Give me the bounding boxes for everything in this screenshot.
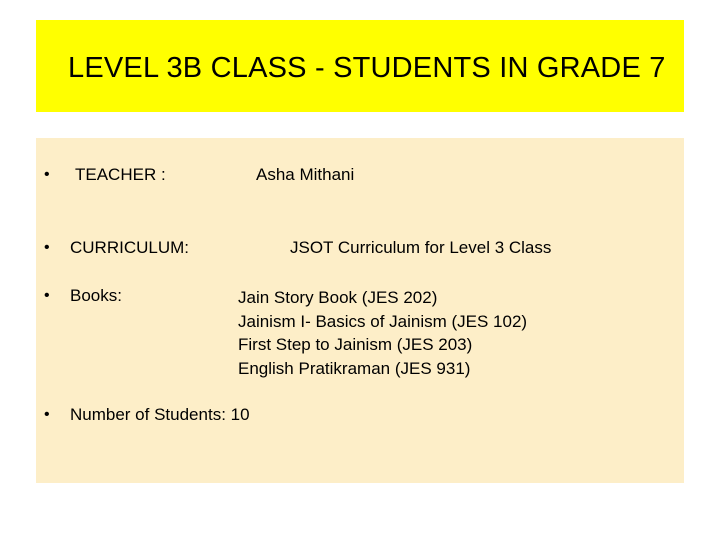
book-item: Jain Story Book (JES 202) (238, 288, 438, 307)
book-item: English Pratikraman (JES 931) (238, 358, 471, 378)
teacher-value: Asha Mithani (256, 165, 355, 184)
books-label: Books: (70, 286, 122, 305)
bullet-students: • (44, 406, 50, 423)
books-list (238, 286, 527, 380)
book-item: First Step to Jainism (JES 203) (238, 335, 473, 354)
slide-title: LEVEL 3B CLASS - STUDENTS IN GRADE 7 (68, 52, 666, 84)
bullet-books: • (44, 287, 50, 304)
curriculum-value: JSOT Curriculum for Level 3 Class (290, 238, 552, 257)
book-item: Jainism I- Basics of Jainism (JES 102) (238, 311, 528, 331)
teacher-label: TEACHER : (75, 165, 166, 184)
bullet-teacher: • (44, 166, 50, 183)
bullet-curriculum: • (44, 239, 50, 256)
curriculum-label: CURRICULUM: (70, 238, 189, 257)
students-label: Number of Students: 10 (70, 405, 250, 424)
